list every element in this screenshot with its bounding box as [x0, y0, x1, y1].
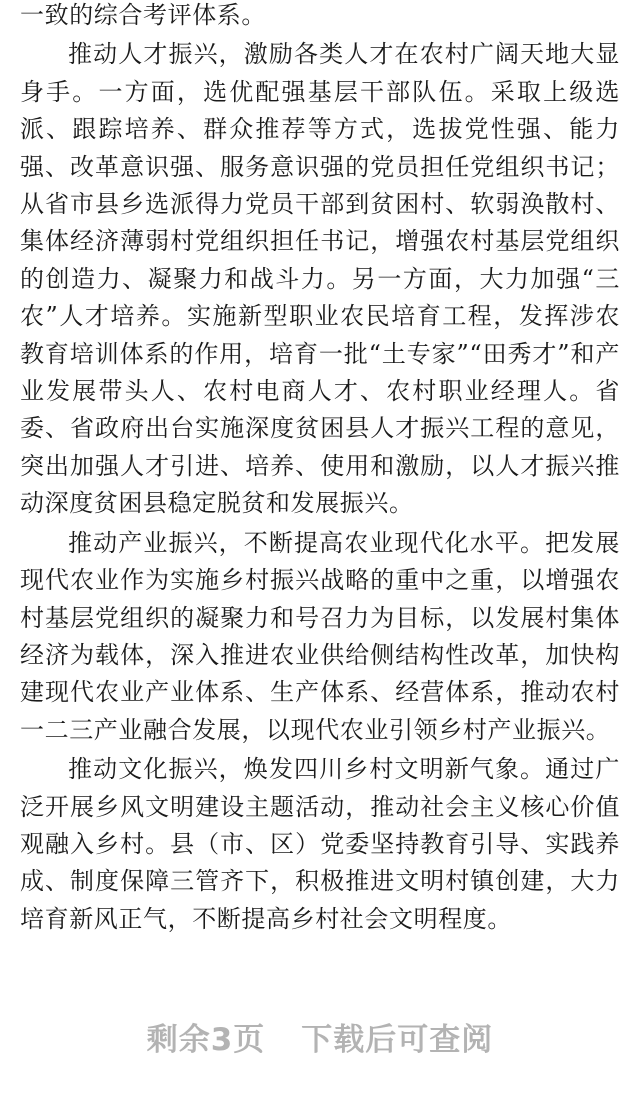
paragraph-4: 推动文化振兴，焕发四川乡村文明新气象。通过广泛开展乡风文明建设主题活动，推动社会主义核心价值观融入乡村。县（市、区）党委坚持教育引导、实践养成、制度保障三管齐下，积极推进文明村镇创建，大力培育新风正气，不断提高乡村社会文明程度。: [20, 755, 620, 933]
paragraph-3: 推动产业振兴，不断提高农业现代化水平。把发展现代农业作为实施乡村振兴战略的重中之重，以增强农村基层党组织的凝聚力和号召力为目标，以发展村集体经济为载体，深入推进农业供给侧结构性改革，加快构建现代农业产业体系、生产体系、经营体系，推动农村一二三产业融合发展，以现代农业引领乡村产业振兴。: [20, 528, 620, 744]
paragraph-1: 一致的综合考评体系。: [20, 1, 266, 29]
download-hint-label: 下载后可查阅: [301, 1022, 494, 1058]
download-banner[interactable]: [0, 1014, 640, 1059]
remaining-pages-label: 剩余3页: [146, 1022, 266, 1058]
document-body: [20, 0, 620, 938]
paragraph-2: 推动人才振兴，激励各类人才在农村广阔天地大显身手。一方面，选优配强基层干部队伍。采取上级选派、跟踪培养、群众推荐等方式，选拔党性强、能力强、改革意识强、服务意识强的党员担任党组织书记；从省市县乡选派得力党员干部到贫困村、软弱涣散村、集体经济薄弱村党组织担任书记，增强农村基层党组织的创造力、凝聚力和战斗力。另一方面，大力加强“三农”人才培养。实施新型职业农民培育工程，发挥涉农教育培训体系的作用，培育一批“土专家”“田秀才”和产业发展带头人、农村电商人才、农村职业经理人。省委、省政府出台实施深度贫困县人才振兴工程的意见，突出加强人才引进、培养、使用和激励，以人才振兴推动深度贫困县稳定脱贫和发展振兴。: [20, 40, 620, 518]
